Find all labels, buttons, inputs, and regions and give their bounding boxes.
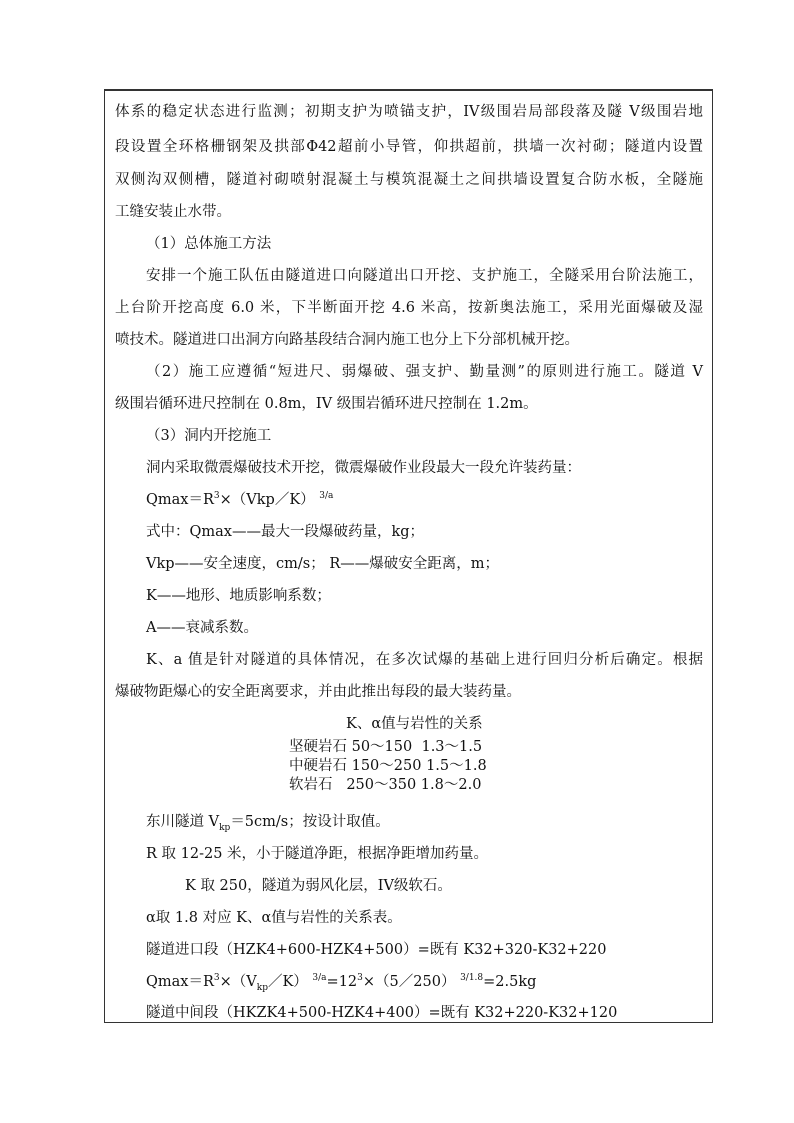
formula-qmax-result: $Qmax=R^3\times(V_{kp}/K)$ $^{3/a}=12^3\times(5/250)$ $^{3/1.8}$=2.5kg [146,973,537,993]
definition-line: K——地形、地质影响系数； [146,588,331,604]
section-heading: （3）洞内开挖施工 [146,428,272,444]
table-row [289,738,482,757]
a-range: 1.3～1.5 [421,739,483,755]
text-line: K、a 值是针对隧道的具体情况，在多次试爆的基础上进行回归分析后确定。根据 [146,652,703,668]
definition-line: A——衰减系数。 [146,620,258,636]
section-heading: （1）总体施工方法 [146,236,272,252]
text-line: 体系的稳定状态进行监测；初期支护为喷锚支护，IV级围岩局部段落及隧 V级围岩地 [115,104,703,120]
alpha-line: α取 1.8 对应 K、α值与岩性的关系表。 [146,910,402,926]
k-line: K 取 250，隧道为弱风化层，IV级软石。 [185,878,452,894]
rock-type: 坚硬岩石 [289,739,347,755]
frame-top-border [105,90,712,91]
text-line: 段设置全环格栅钢架及拱部Φ42超前小导管，仰拱超前，拱墙一次衬砌；隧道内设置 [115,139,703,155]
text-line: 工缝安装止水带。 [115,204,231,220]
text-line: 安排一个施工队伍由隧道进口向隧道出口开挖、支护施工，全隧采用台阶法施工， [146,268,703,284]
text-line: 级围岩循环进尺控制在 0.8m，IV 级围岩循环进尺控制在 1.2m。 [115,396,538,412]
rock-type: 中硬岩石 [289,758,347,774]
table-title: K、α值与岩性的关系 [346,716,483,732]
text-line: （2）施工应遵循“短进尺、弱爆破、强支护、勤量测”的原则进行施工。隧道 V [146,364,703,380]
k-range: 150～250 [351,758,422,774]
text-line: 洞内采取微震爆破技术开挖，微震爆破作业段最大一段允许装药量： [146,460,581,476]
text-line: 爆破物距爆心的安全距离要求，并由此推出每段的最大装药量。 [115,684,521,700]
definition-line: 式中：Qmax——最大一段爆破药量，kg； [146,524,425,540]
text-line: 上台阶开挖高度 6.0 米，下半断面开挖 4.6 米高，按新奥法施工，采用光面爆破及湿 [115,300,703,316]
vkp-line: 东川隧道 $V_{kp}=5cm/s$；按设计取值。 [146,814,390,833]
definition-line: Vkp——安全速度，cm/s； R——爆破安全距离，m； [146,556,500,572]
k-range: 50～150 [351,739,413,755]
entry-section-line: 隧道进口段（HZK4+600-HZK4+500）=既有 K32+320-K32+220 [146,942,607,958]
table-row [289,776,481,795]
table-row [289,757,487,776]
k-range: 250～350 [346,777,417,793]
a-range: 1.5～1.8 [426,758,487,774]
r-line: R 取 12-25 米，小于隧道净距，根据净距增加药量。 [146,846,489,862]
rock-type: 软岩石 [289,777,333,793]
text-line: 喷技术。隧道进口出洞方向路基段结合洞内施工也分上下分部机械开挖。 [115,332,579,348]
middle-section-line: 隧道中间段（HKZK4+500-HZK4+400）=既有 K32+220-K32+120 [146,1005,618,1021]
text-line: 双侧沟双侧槽，隧道衬砌喷射混凝土与模筑混凝土之间拱墙设置复合防水板，全隧施 [115,172,703,188]
a-range: 1.8～2.0 [420,777,482,793]
formula-qmax: $Qmax=R^3\times(Vkp/K)$ $^{3/a}$ [146,491,334,508]
